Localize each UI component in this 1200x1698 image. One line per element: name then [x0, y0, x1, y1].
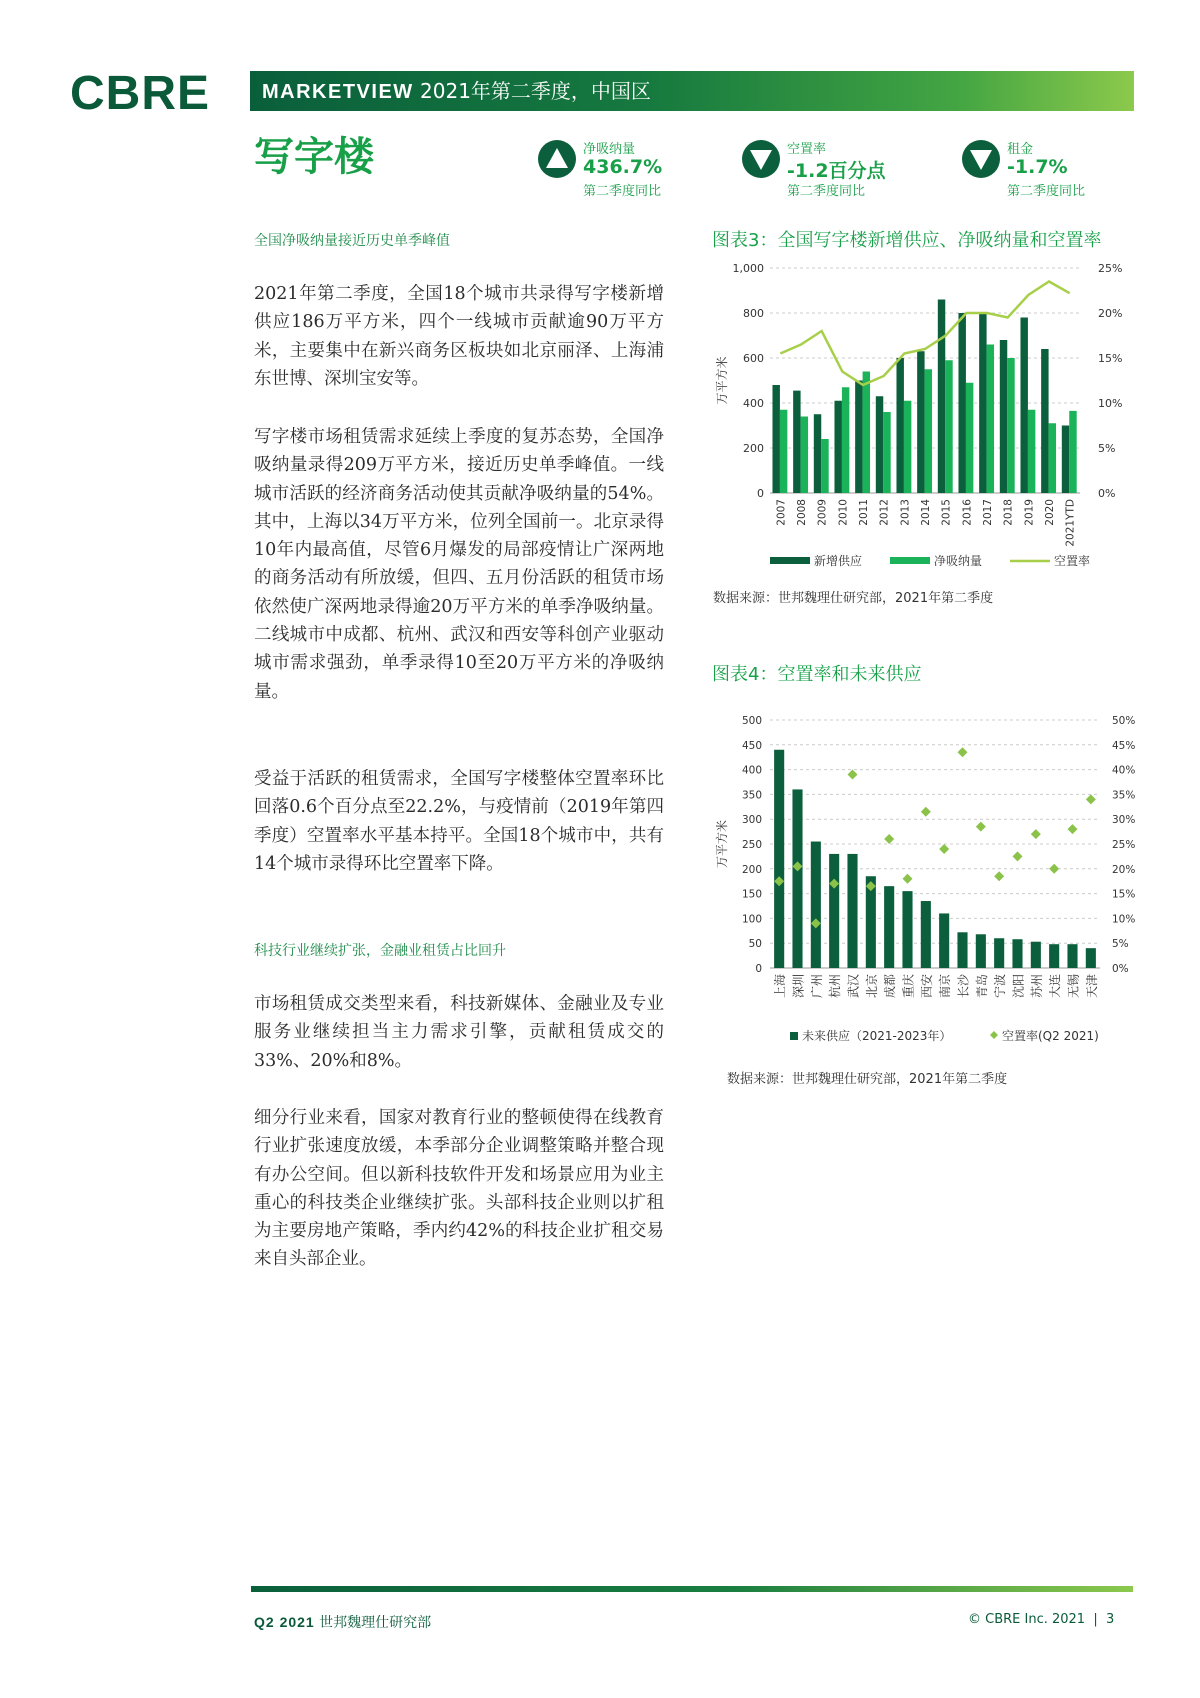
legend-new-supply: 新增供应 — [814, 554, 863, 568]
bar-new-supply — [938, 300, 945, 494]
vacancy-point — [884, 834, 894, 844]
x-tick-label: 2018 — [1002, 499, 1015, 526]
footer-org: 世邦魏理仕研究部 — [319, 1615, 432, 1631]
y-tick-label: 300 — [741, 814, 762, 827]
chart4-source: 数据来源：世邦魏理仕研究部，2021年第二季度 — [727, 1072, 1008, 1087]
y-tick-label: 350 — [741, 789, 762, 802]
x-tick-label: 苏州 — [1029, 974, 1044, 999]
x-tick-label: 2015 — [940, 499, 953, 526]
bar-net-absorption — [842, 387, 849, 493]
footer-right — [968, 1612, 1114, 1627]
vacancy-point — [1013, 851, 1023, 861]
bar-future-supply — [1086, 948, 1096, 968]
y-tick-label: 400 — [743, 397, 764, 410]
y-tick-label: 200 — [741, 863, 762, 876]
down-arrow-icon — [742, 140, 780, 178]
bar-net-absorption — [1049, 423, 1056, 493]
x-tick-label: 沈阳 — [1011, 974, 1026, 999]
footer-separator: | — [1093, 1612, 1098, 1627]
vacancy-point — [848, 770, 858, 780]
x-tick-label: 深圳 — [791, 974, 806, 999]
chart3-title: 图表3：全国写字楼新增供应、净吸纳量和空置率 — [712, 230, 1102, 251]
x-tick-label: 青岛 — [974, 974, 989, 999]
bar-net-absorption — [904, 401, 911, 493]
y-tick-label: 600 — [743, 352, 764, 365]
marketview-label: MARKETVIEW — [262, 81, 414, 103]
y2-tick-label: 0% — [1112, 963, 1129, 975]
x-tick-label: 杭州 — [828, 974, 843, 999]
bar-future-supply — [1067, 944, 1077, 968]
bar-net-absorption — [1007, 358, 1014, 493]
cbre-logo: CBRE — [70, 67, 211, 120]
y-tick-label: 500 — [741, 715, 762, 727]
y-tick-label: 50 — [748, 938, 762, 951]
bar-future-supply — [957, 932, 967, 968]
section-title: 写字楼 — [254, 134, 374, 180]
y-tick-label: 800 — [743, 307, 764, 320]
x-tick-label: 天津 — [1084, 974, 1099, 999]
bar-net-absorption — [821, 439, 828, 493]
legend-vacancy: 空置率(Q2 2021) — [1002, 1029, 1099, 1043]
bar-new-supply — [1062, 426, 1069, 494]
x-tick-label: 大连 — [1048, 974, 1063, 999]
vacancy-point — [958, 747, 968, 757]
y2-tick-label: 40% — [1112, 764, 1136, 777]
x-tick-label: 2007 — [775, 499, 788, 526]
y2-tick-label: 45% — [1112, 739, 1136, 752]
kpi-label: 空置率 — [787, 142, 827, 157]
legend-swatch-new-supply — [770, 557, 810, 564]
bar-new-supply — [1041, 349, 1048, 493]
legend-swatch-vacancy — [990, 1031, 998, 1039]
x-tick-label: 2014 — [920, 499, 932, 526]
y2-tick-label: 5% — [1098, 442, 1116, 455]
bar-future-supply — [921, 901, 931, 968]
x-tick-label: 2019 — [1023, 499, 1036, 526]
x-tick-label: 西安 — [919, 974, 934, 999]
y2-tick-label: 35% — [1112, 789, 1136, 802]
y2-tick-label: 25% — [1112, 839, 1136, 851]
y-tick-label: 450 — [741, 739, 762, 752]
y2-tick-label: 15% — [1098, 352, 1123, 365]
x-tick-label: 成都 — [883, 974, 898, 999]
y-tick-label: 150 — [741, 888, 762, 901]
paragraph: 受益于活跃的租赁需求，全国写字楼整体空置率环比回落0.6个百分点至22.2%，与疫情前（2019年第四季度）空置率水平基本持平。全国18个城市中，共有14个城市录得环比空置率下降。 — [254, 769, 664, 874]
vacancy-point — [1068, 824, 1078, 834]
y-tick-label: 400 — [741, 764, 762, 777]
kpi-value: 436.7% — [583, 156, 663, 178]
down-arrow-icon — [962, 140, 1000, 178]
bar-future-supply — [994, 938, 1004, 968]
bar-net-absorption — [1069, 411, 1076, 493]
x-tick-label: 2008 — [796, 499, 808, 526]
bar-future-supply — [1012, 939, 1022, 968]
bar-future-supply — [1031, 942, 1041, 968]
x-tick-label: 2020 — [1044, 499, 1056, 526]
kpi-sub: 第二季度同比 — [1007, 184, 1086, 199]
bar-new-supply — [834, 401, 841, 493]
paragraph: 2021年第二季度，全国18个城市共录得写字楼新增供应186万平方米，四个一线城市贡献逾90万平方米，主要集中在新兴商务区板块如北京丽泽、上海浦东世博、深圳宝安等。 — [254, 284, 664, 389]
header-subtitle: 2021年第二季度，中国区 — [420, 79, 651, 103]
y-tick-label: 250 — [741, 839, 762, 851]
x-tick-label: 2009 — [816, 499, 829, 526]
kpi-value: -1.7% — [1007, 156, 1068, 178]
footer-period: Q2 2021 — [254, 1614, 315, 1630]
y2-tick-label: 20% — [1098, 307, 1123, 320]
bar-new-supply — [1020, 318, 1027, 494]
bar-future-supply — [1049, 944, 1059, 968]
vacancy-point — [921, 807, 931, 817]
bar-net-absorption — [945, 360, 952, 493]
x-tick-label: 武汉 — [846, 974, 861, 999]
bar-net-absorption — [1028, 410, 1035, 493]
y-axis-label: 万平方米 — [715, 356, 729, 405]
bar-future-supply — [847, 854, 857, 968]
footer-left — [254, 1612, 431, 1632]
x-tick-label: 重庆 — [901, 974, 916, 999]
bar-new-supply — [876, 396, 883, 493]
x-tick-label: 无锡 — [1066, 974, 1081, 999]
kpi-value: -1.2百分点 — [787, 160, 886, 182]
y-axis-label: 万平方米 — [715, 819, 729, 869]
bar-future-supply — [811, 842, 821, 968]
legend-swatch-future-supply — [790, 1032, 798, 1040]
x-tick-label: 宁波 — [993, 974, 1008, 999]
y2-tick-label: 15% — [1112, 888, 1136, 901]
subheading: 科技行业继续扩张，金融业租赁占比回升 — [254, 943, 506, 959]
footer-bar — [251, 1586, 1133, 1592]
bar-new-supply — [917, 351, 924, 493]
y2-tick-label: 5% — [1112, 938, 1129, 951]
y2-tick-label: 50% — [1112, 715, 1136, 727]
up-arrow-icon — [538, 140, 576, 178]
bar-net-absorption — [780, 410, 787, 493]
bar-future-supply — [976, 934, 986, 968]
paragraph: 细分行业来看，国家对教育行业的整顿使得在线教育行业扩张速度放缓，本季部分企业调整策略并整合现有办公空间。但以新科技软件开发和场景应用为业主重心的科技类企业继续扩张。头部科技企业则以扩租为主要房地产策略，季内约42%的科技企业扩租交易来自头部企业。 — [254, 1108, 664, 1270]
bar-new-supply — [1000, 340, 1007, 493]
bar-new-supply — [979, 313, 986, 493]
bar-future-supply — [902, 891, 912, 968]
vacancy-point — [994, 871, 1004, 881]
x-tick-label: 2021YTD — [1064, 499, 1077, 547]
y2-tick-label: 10% — [1112, 913, 1136, 926]
bar-future-supply — [774, 750, 784, 968]
kpi-sub: 第二季度同比 — [787, 184, 866, 199]
y-tick-label: 200 — [743, 442, 764, 455]
vacancy-point — [939, 844, 949, 854]
chart3-source: 数据来源：世邦魏理仕研究部，2021年第二季度 — [713, 591, 994, 606]
vacancy-point — [1086, 794, 1096, 804]
kpi-label: 净吸纳量 — [583, 142, 636, 157]
y2-tick-label: 25% — [1098, 262, 1123, 275]
bar-new-supply — [793, 391, 800, 493]
chart4-title: 图表4：空置率和未来供应 — [712, 664, 922, 685]
bar-net-absorption — [925, 369, 932, 493]
x-tick-label: 2013 — [899, 499, 912, 526]
x-tick-label: 2016 — [961, 499, 974, 526]
bar-new-supply — [896, 358, 903, 493]
x-tick-label: 长沙 — [956, 974, 971, 999]
x-tick-label: 南京 — [938, 974, 953, 999]
x-tick-label: 2011 — [858, 499, 870, 526]
vacancy-point — [1031, 829, 1041, 839]
vacancy-point — [976, 822, 986, 832]
page-number: 3 — [1106, 1612, 1115, 1627]
vacancy-point — [903, 874, 913, 884]
bar-net-absorption — [863, 372, 870, 494]
bar-net-absorption — [987, 345, 994, 494]
kpi-sub: 第二季度同比 — [583, 184, 662, 199]
y-tick-label: 0 — [755, 963, 762, 975]
bar-net-absorption — [801, 417, 808, 494]
bar-future-supply — [792, 789, 802, 968]
kpi-label: 租金 — [1007, 142, 1034, 157]
bar-new-supply — [855, 381, 862, 494]
x-tick-label: 2010 — [837, 499, 850, 526]
bar-new-supply — [772, 385, 779, 493]
bar-future-supply — [939, 913, 949, 968]
x-tick-label: 2017 — [982, 499, 994, 526]
y-tick-label: 100 — [741, 913, 762, 926]
chart4 — [710, 710, 1160, 1060]
legend-swatch-net-absorption — [890, 557, 930, 564]
y2-tick-label: 0% — [1098, 487, 1116, 500]
y2-tick-label: 20% — [1112, 863, 1136, 876]
x-tick-label: 2012 — [878, 499, 891, 526]
x-tick-label: 上海 — [773, 974, 788, 999]
vacancy-point — [1049, 864, 1059, 874]
bar-net-absorption — [966, 383, 973, 493]
y-tick-label: 0 — [757, 487, 764, 500]
y2-tick-label: 30% — [1112, 814, 1136, 827]
bar-future-supply — [884, 886, 894, 968]
legend-vacancy: 空置率 — [1054, 554, 1091, 568]
bar-new-supply — [958, 313, 965, 493]
chart3 — [710, 258, 1160, 578]
paragraph: 写字楼市场租赁需求延续上季度的复苏态势，全国净吸纳量录得209万平方米，接近历史单季峰值。一线城市活跃的经济商务活动使其贡献净吸纳量的54%。其中，上海以34万平方米，位列全国前一。北京录得10年内最高值，尽管6月爆发的局部疫情让广深两地的商务活动有所放缓，但四、五月份活跃的租赁市场依然使广深两地录得逾20万平方米的单季净吸纳量。二线城市中成都、杭州、武汉和西安等科创产业驱动城市需求强劲，单季录得10至20万平方米的净吸纳量。 — [254, 427, 664, 702]
bar-net-absorption — [883, 412, 890, 493]
legend-net-absorption: 净吸纳量 — [934, 554, 983, 568]
x-tick-label: 广州 — [809, 974, 824, 999]
legend-future-supply: 未来供应（2021-2023年） — [802, 1029, 952, 1043]
subheading: 全国净吸纳量接近历史单季峰值 — [254, 233, 450, 249]
bar-future-supply — [829, 854, 839, 968]
y-tick-label: 1,000 — [732, 262, 764, 275]
bar-new-supply — [814, 414, 821, 493]
y2-tick-label: 10% — [1098, 397, 1123, 410]
footer-copyright: © CBRE Inc. 2021 — [968, 1612, 1086, 1627]
header-title — [262, 71, 651, 111]
paragraph: 市场租赁成交类型来看，科技新媒体、金融业及专业服务业继续担当主力需求引擎，贡献租赁成交的33%、20%和8%。 — [254, 994, 664, 1071]
x-tick-label: 北京 — [864, 974, 879, 999]
